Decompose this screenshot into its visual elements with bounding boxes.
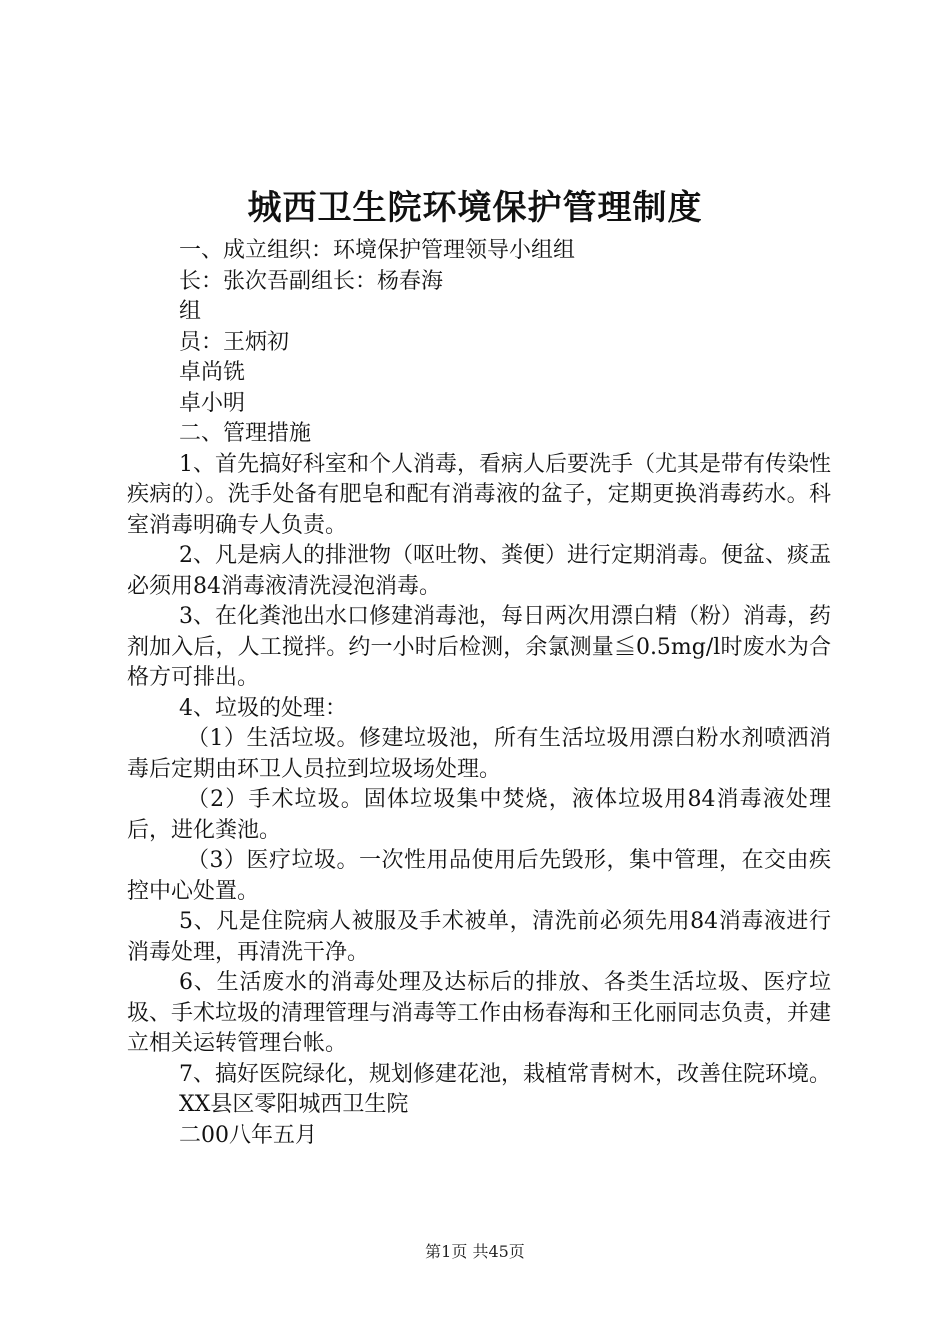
- measure-2: 2、凡是病人的排泄物（呕吐物、粪便）进行定期消毒。便盆、痰盂必须用84消毒液清洗浸泡消毒。: [127, 543, 831, 599]
- garbage-item-1: （1）生活垃圾。修建垃圾池，所有生活垃圾用漂白粉水剂喷洒消毒后定期由环卫人员拉到垃圾场处理。: [127, 726, 831, 782]
- document-body: [127, 236, 831, 1151]
- org-heading: 一、成立组织：环境保护管理领导小组组: [179, 238, 576, 263]
- measure-1: 1、首先搞好科室和个人消毒，看病人后要洗手（尤其是带有传染性疾病的）。洗手处备有肥皂和配有消毒液的盆子，定期更换消毒药水。科室消毒明确专人负责。: [127, 451, 831, 538]
- member-line-3: 卓小明: [179, 390, 246, 416]
- member-line-2: 卓尚铣: [179, 360, 246, 385]
- signature-date: 二00八年五月: [179, 1122, 317, 1148]
- leader-line: 长：张次吾副组长：杨春海: [179, 268, 444, 294]
- page-number: 第1页 共45页: [425, 1242, 525, 1261]
- measures-heading: 二、管理措施: [179, 421, 312, 446]
- measure-4-heading: 4、垃圾的处理：: [179, 695, 347, 721]
- measure-6: 6、生活废水的消毒处理及达标后的排放、各类生活垃圾、医疗垃圾、手术垃圾的清理管理与消毒等工作由杨春海和王化丽同志负责，并建立相关运转管理台帐。: [127, 970, 832, 1056]
- signature-organization: XX县区零阳城西卫生院: [179, 1092, 409, 1117]
- member-label-line: 组: [179, 299, 202, 324]
- measure-3: 3、在化粪池出水口修建消毒池，每日两次用漂白精（粉）消毒，药剂加入后，人工搅拌。约一小时后检测，余氯测量≦0.5mg/l时废水为合格方可排出。: [127, 604, 831, 690]
- garbage-item-2: （2）手术垃圾。固体垃圾集中焚烧，液体垃圾用84消毒液处理后，进化粪池。: [127, 787, 831, 843]
- member-line-1: 员：王炳初: [179, 329, 290, 355]
- garbage-item-3: （3）医疗垃圾。一次性用品使用后先毁形，集中管理，在交由疾控中心处置。: [127, 848, 831, 904]
- measure-5: 5、凡是住院病人被服及手术被单，清洗前必须先用84消毒液进行消毒处理，再清洗干净。: [127, 909, 831, 965]
- document-title: 城西卫生院环境保护管理制度: [247, 188, 703, 228]
- measure-7: 7、搞好医院绿化，规划修建花池，栽植常青树木，改善住院环境。: [179, 1061, 831, 1087]
